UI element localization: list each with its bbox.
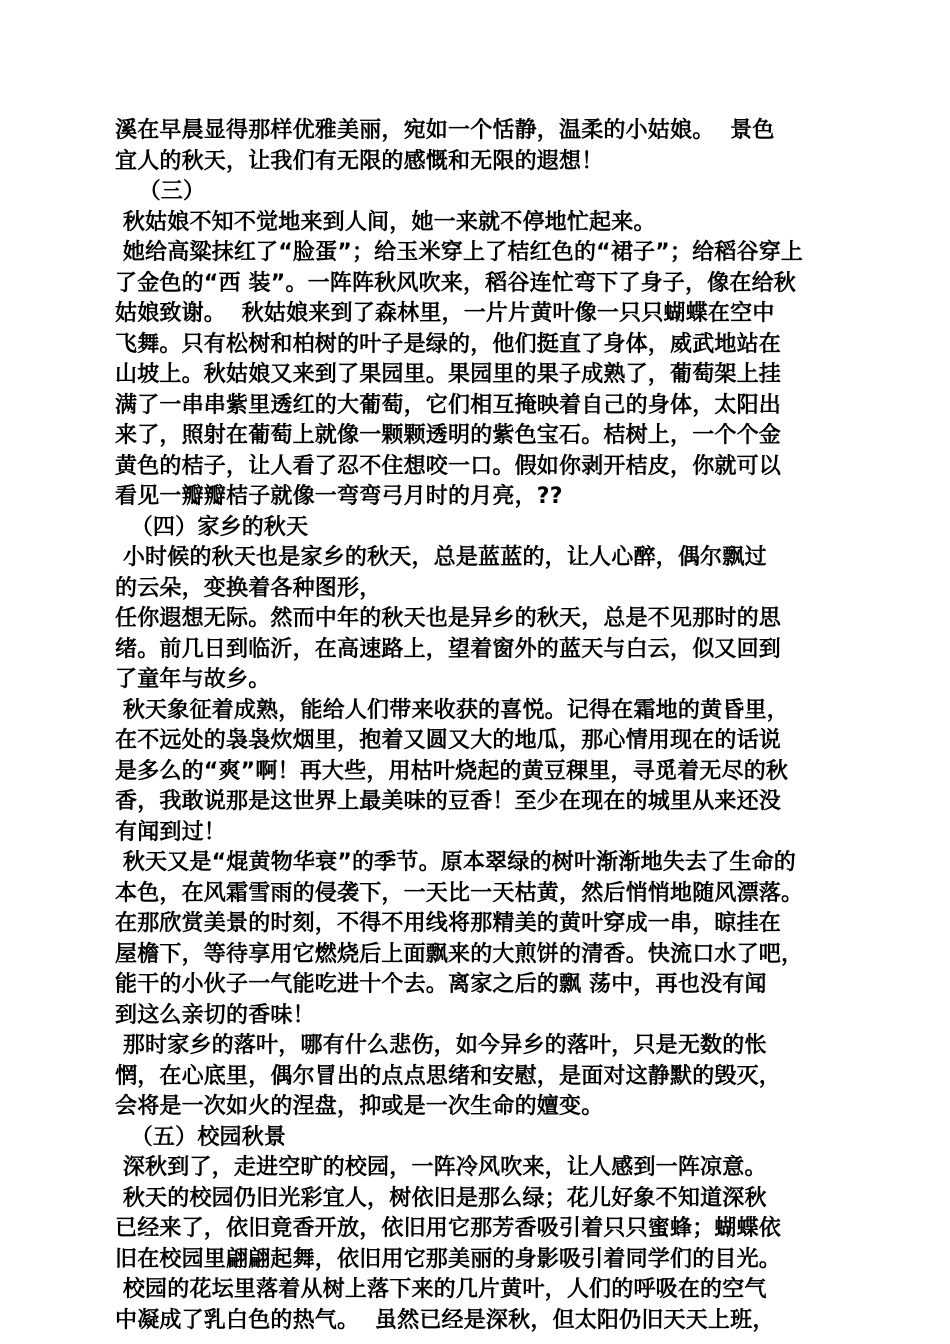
text-line: 在不远处的袅袅炊烟里，抱着又圆又大的地瓜，那心情用现在的话说: [115, 728, 782, 753]
text-line: 她给高粱抹红了“脸蛋”；给玉米穿上了桔红色的“裙子”；给稻谷穿上: [115, 240, 804, 265]
text-line: 小时候的秋天也是家乡的秋天，总是蓝蓝的，让人心醉，偶尔飘过: [115, 545, 767, 570]
text-line: 山坡上。秋姑娘又来到了果园里。果园里的果子成熟了，葡萄架上挂: [115, 362, 782, 387]
body-text: [115, 116, 855, 1336]
text-line: 了金色的“西 装”。一阵阵秋风吹来，稻谷连忙弯下了身子，像在给秋: [115, 270, 796, 296]
text-line: 校园的花坛里落着从树上落下来的几片黄叶，人们的呼吸在的空气: [115, 1277, 767, 1302]
section-heading: （四）家乡的秋天: [115, 514, 309, 540]
text-line: 宜人的秋天，让我们有无限的感慨和无限的遐想！: [115, 148, 604, 174]
text-line: 是多么的“爽”啊！再大些，用枯叶烧起的黄豆稞里，寻觅着无尽的秋: [115, 758, 789, 784]
text-line: 黄色的桔子，让人看了忍不住想咬一口。假如你剥开桔皮，你就可以: [115, 453, 782, 479]
text-line: 了童年与故乡。: [115, 667, 271, 692]
text-line: 到这么亲切的香味！: [115, 1002, 315, 1028]
text-line: 姑娘致谢。 秋姑娘来到了森林里，一片片黄叶像一只只蝴蝶在空中: [115, 301, 775, 326]
text-line: 飞舞。只有松树和柏树的叶子是绿的，他们挺直了身体，威武地站在: [115, 331, 782, 357]
text-line: 香，我敢说那是这世界上最美味的豆香！至少在现在的城里从来还没: [115, 789, 782, 814]
text-line: 的云朵，变换着各种图形，: [115, 575, 382, 601]
text-line: 能干的小伙子一气能吃进十个去。离家之后的飘 荡中，再也没有闻: [115, 972, 767, 997]
text-line: 满了一串串紫里透红的大葡萄，它们相互掩映着自己的身体，太阳出: [115, 392, 782, 418]
text-line: 那时家乡的落叶，哪有什么悲伤，如今异乡的落叶，只是无数的怅: [115, 1033, 767, 1058]
section-heading: （五）校园秋景: [115, 1124, 287, 1150]
text-line: 本色，在风霜雪雨的侵袭下，一天比一天枯黄，然后悄悄地随风漂落。: [115, 880, 804, 906]
text-line: 已经来了，依旧竟香开放，依旧用它那芳香吸引着只只蜜蜂；蝴蝶依: [115, 1216, 782, 1241]
text-line: 屋檐下，等待享用它燃烧后上面飘来的大煎饼的清香。快流口水了吧，: [115, 941, 804, 967]
text-line: 看见一瓣瓣桔子就像一弯弯弓月时的月亮，??: [115, 484, 563, 509]
text-line: 绪。前几日到临沂，在高速路上，望着窗外的蓝天与白云，似又回到: [115, 636, 782, 662]
text-line: 中凝成了乳白色的热气。 虽然已经是深秋，但太阳仍旧天天上班，: [115, 1307, 775, 1333]
text-line: 溪在早晨显得那样优雅美丽，宛如一个恬静，温柔的小姑娘。 景色: [115, 118, 775, 143]
text-line: 秋姑娘不知不觉地来到人间，她一来就不停地忙起来。: [115, 209, 656, 235]
text-line: 来了，照射在葡萄上就像一颗颗透明的紫色宝石。桔树上，一个个金: [115, 423, 782, 448]
text-line: 惘，在心底里，偶尔冒出的点点思绪和安慰，是面对这静默的毁灭，: [115, 1063, 782, 1089]
text-line: 在那欣赏美景的时刻，不得不用线将那精美的黄叶穿成一串，晾挂在: [115, 911, 782, 936]
text-line: 有闻到过！: [115, 819, 227, 845]
text-line: 秋天又是“焜黄物华衰”的季节。原本翠绿的树叶渐渐地失去了生命的: [115, 850, 796, 875]
text-line: 旧在校园里翩翩起舞，依旧用它那美丽的身影吸引着同学们的目光。: [115, 1246, 782, 1272]
text-line: 深秋到了，走进空旷的校园，一阵冷风吹来，让人感到一阵凉意。: [115, 1155, 767, 1180]
section-heading: （三）: [115, 179, 206, 204]
text-line: 秋天象征着成熟，能给人们带来收获的喜悦。记得在霜地的黄昏里，: [115, 697, 789, 723]
text-line: 秋天的校园仍旧光彩宜人，树依旧是那么绿；花儿好象不知道深秋: [115, 1185, 767, 1211]
text-line: 任你遐想无际。然而中年的秋天也是异乡的秋天，总是不见那时的思: [115, 606, 782, 631]
text-line: 会将是一次如火的涅盘，抑或是一次生命的嬗变。: [115, 1094, 604, 1119]
